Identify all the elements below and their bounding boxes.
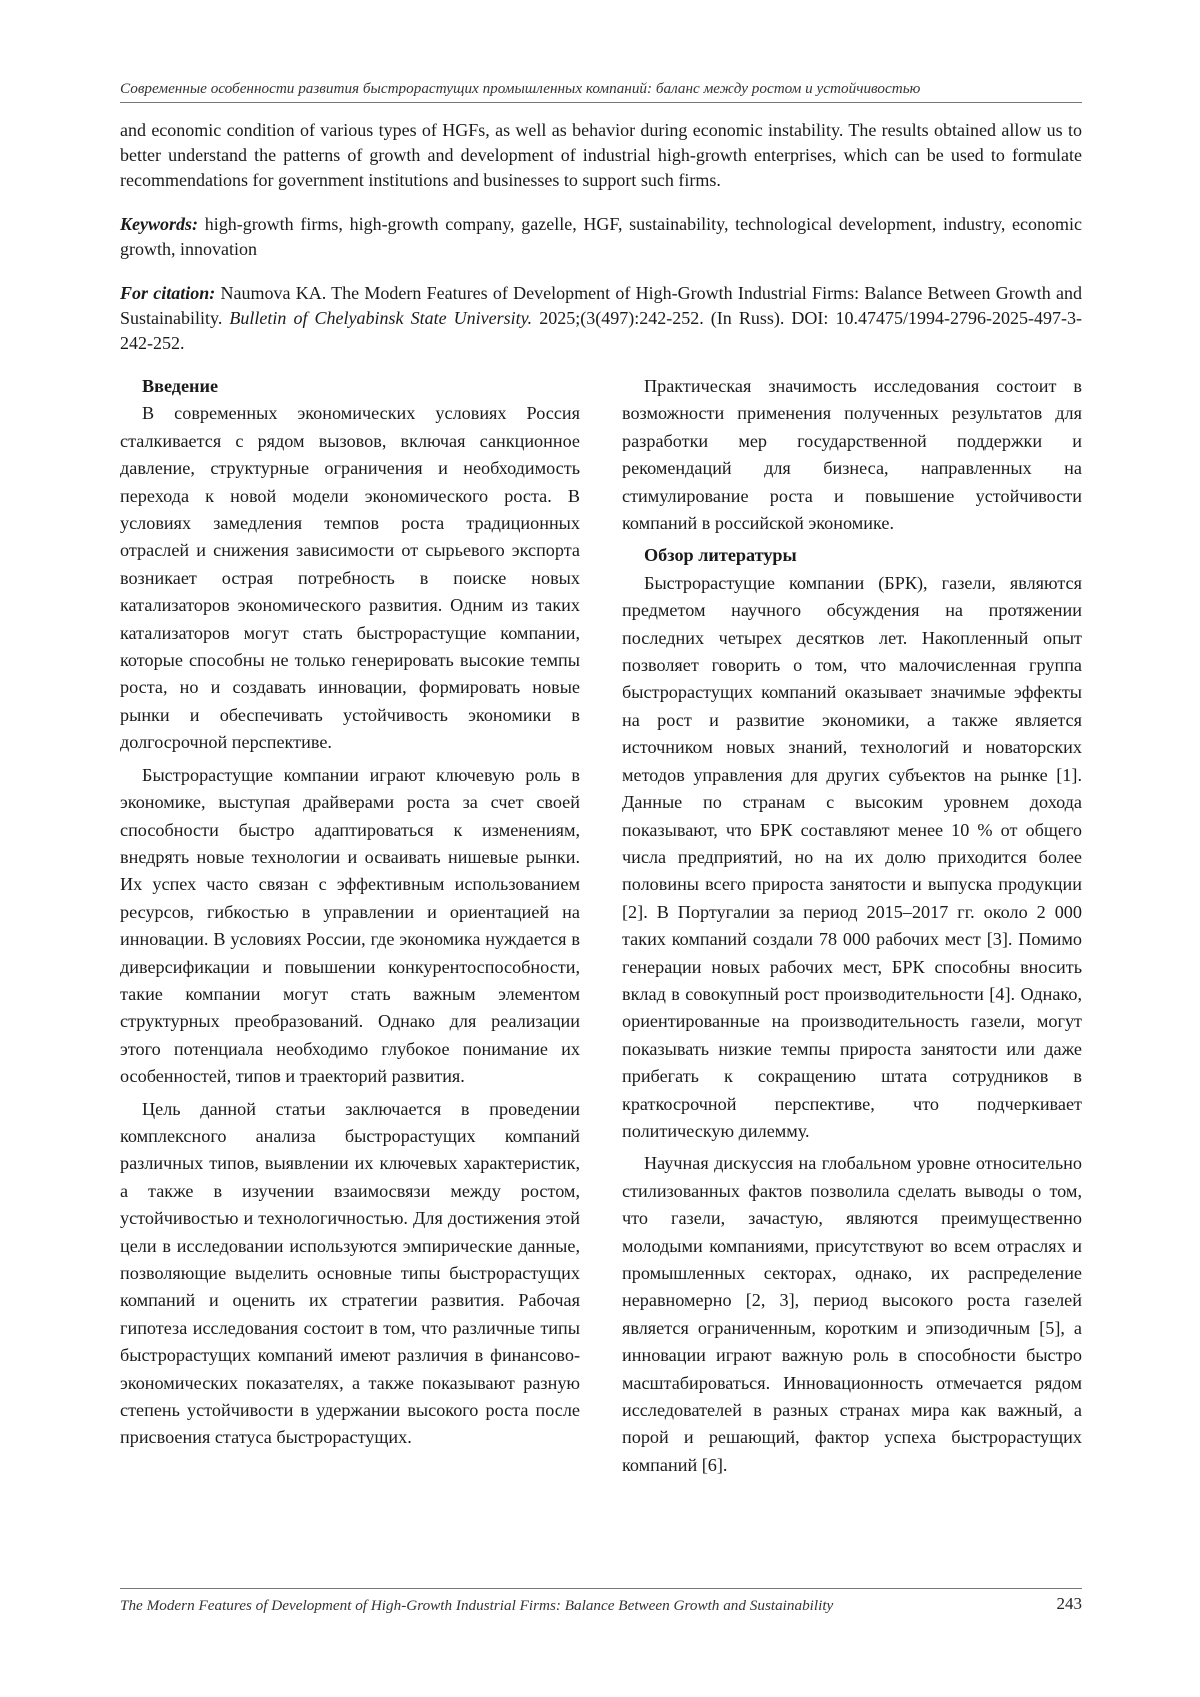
right-column bbox=[622, 373, 1082, 1484]
literature-paragraph-1: Быстрорастущие компании (БРК), газели, являются предметом научного обсуждения на протяжении последних четырех десятков лет. Накопленный опыт позволяет говорить о том, что малочисленная группа быстрорастущих компаний оказывает значимые эффекты на рост и развитие экономики, а также является источником новых знаний, технологий и новаторских методов управления для других субъектов на рынке [1]. Данные по странам с высоким уровнем дохода показывают, что БРК составляют менее 10 % от общего числа предприятий, но на их долю приходится более половины всего прироста занятости и выпуска продукции [2]. В Португалии за период 2015–2017 гг. около 2 000 таких компаний создали 78 000 рабочих мест [3]. Помимо генерации новых рабочих мест, БРК способны вносить вклад в совокупный рост производительности [4]. Однако, ориентированные на производительность газели, могут показывать низкие темпы прироста занятости или даже прибегать к сокращению штата сотрудников в краткосрочной перспективе, что подчеркивает политическую дилемму. bbox=[622, 572, 1082, 1141]
citation-journal: Bulletin of Chelyabinsk State University. bbox=[229, 308, 533, 328]
literature-heading: Обзор литературы bbox=[644, 545, 797, 566]
citation-line bbox=[120, 281, 1082, 356]
intro-paragraph-3: Цель данной статьи заключается в проведении комплексного анализа быстрорастущих компаний различных типов, выявлении их ключевых характеристик, а также в изучении взаимосвязи между ростом, устойчивостью и технологичностью. Для достижения этой цели в исследовании используются эмпирические данные, позволяющие выделить основные типы быстрорастущих компаний и оценить их стратегии развития. Рабочая гипотеза исследования состоит в том, что различные типы быстрорастущих компаний имеют различия в финансово-экономических показателях, а также показывают разную степень устойчивости в удержании высокого роста после присвоения статуса быстрорастущих. bbox=[120, 1098, 580, 1448]
abstract-block bbox=[120, 118, 1082, 375]
citation-tail: 2025;(3(497):242-252. (In Russ). DOI: 10.47475/1994-2796-2025-497-3-242-252. bbox=[120, 308, 1082, 353]
footer-title: The Modern Features of Development of High-Growth Industrial Firms: Balance Between Growth and Sustainability bbox=[120, 1597, 834, 1614]
citation-text: Naumova KA. The Modern Features of Development of High-Growth Industrial Firms: Balance Between Growth and Sustainability. bbox=[120, 283, 1082, 328]
literature-paragraph-2: Научная дискуссия на глобальном уровне относительно стилизованных фактов позволила сделать выводы о том, что газели, зачастую, являются преимущественно молодыми компаниями, присутствуют во всем отраслях и промышленных секторах, однако, их распределение неравномерно [2, 3], период высокого роста газелей является ограниченным, коротким и эпизодичным [5], а инновации играют важную роль в способности быстро масштабироваться. Инновационность отмечается рядом исследователей в разных странах мира как важный, а порой и решающий, фактор успеха быстрорастущих компаний [6]. bbox=[622, 1153, 1082, 1475]
citation-label: For citation: bbox=[120, 283, 216, 303]
intro-paragraph-2: Быстрорастущие компании играют ключевую роль в экономике, выступая драйверами роста за счет своей способности быстро адаптироваться к изменениям, внедрять новые технологии и осваивать нишевые рынки. Их успех часто связан с эффективным использованием ресурсов, гибкостью в управлении и ориентацией на инновации. В условиях России, где экономика нуждается в диверсификации и повышении конкурентоспособности, такие компании могут стать важным элементом структурных преобразований. Однако для реализации этого потенциала необходимо глубокое понимание их особенностей, типов и траекторий развития. bbox=[120, 764, 580, 1087]
intro-paragraph-1: В современных экономических условиях Россия сталкивается с рядом вызовов, включая санкционное давление, структурные ограничения и необходимость перехода к новой модели экономического роста. В условиях замедления темпов роста традиционных отраслей и снижения зависимости от сырьевого экспорта возникает острая потребность в поиске новых катализаторов экономического развития. Одним из таких катализаторов могут стать быстрорастущие компании, которые способны не только генерировать высокие темпы роста, но и создавать инновации, формировать новые рынки и обеспечивать устойчивость экономики в долгосрочной перспективе. bbox=[120, 403, 580, 753]
keywords-text: high-growth firms, high-growth company, gazelle, HGF, sustainability, technological development, industry, economic growth, innovation bbox=[120, 214, 1082, 259]
abstract-continuation: and economic condition of various types of HGFs, as well as behavior during economic instability. The results obtained allow us to better understand the patterns of growth and development of industrial high-growth enterprises, which can be used to formulate recommendations for government institutions and businesses to support such firms. bbox=[120, 120, 1082, 190]
keywords-line bbox=[120, 212, 1082, 262]
header-rule bbox=[120, 102, 1082, 103]
significance-paragraph: Практическая значимость исследования состоит в возможности применения полученных результатов для разработки мер государственной поддержки и рекомендаций для бизнеса, направленных на стимулирование роста и повышение устойчивости компаний в российской экономике. bbox=[622, 376, 1082, 534]
running-head: Современные особенности развития быстрорастущих промышленных компаний: баланс между ростом и устойчивостью bbox=[120, 80, 921, 97]
left-column bbox=[120, 373, 580, 1457]
footer-rule bbox=[120, 1588, 1082, 1589]
page-number: 243 bbox=[1056, 1594, 1082, 1613]
keywords-label: Keywords: bbox=[120, 214, 198, 234]
intro-heading: Введение bbox=[142, 376, 219, 396]
